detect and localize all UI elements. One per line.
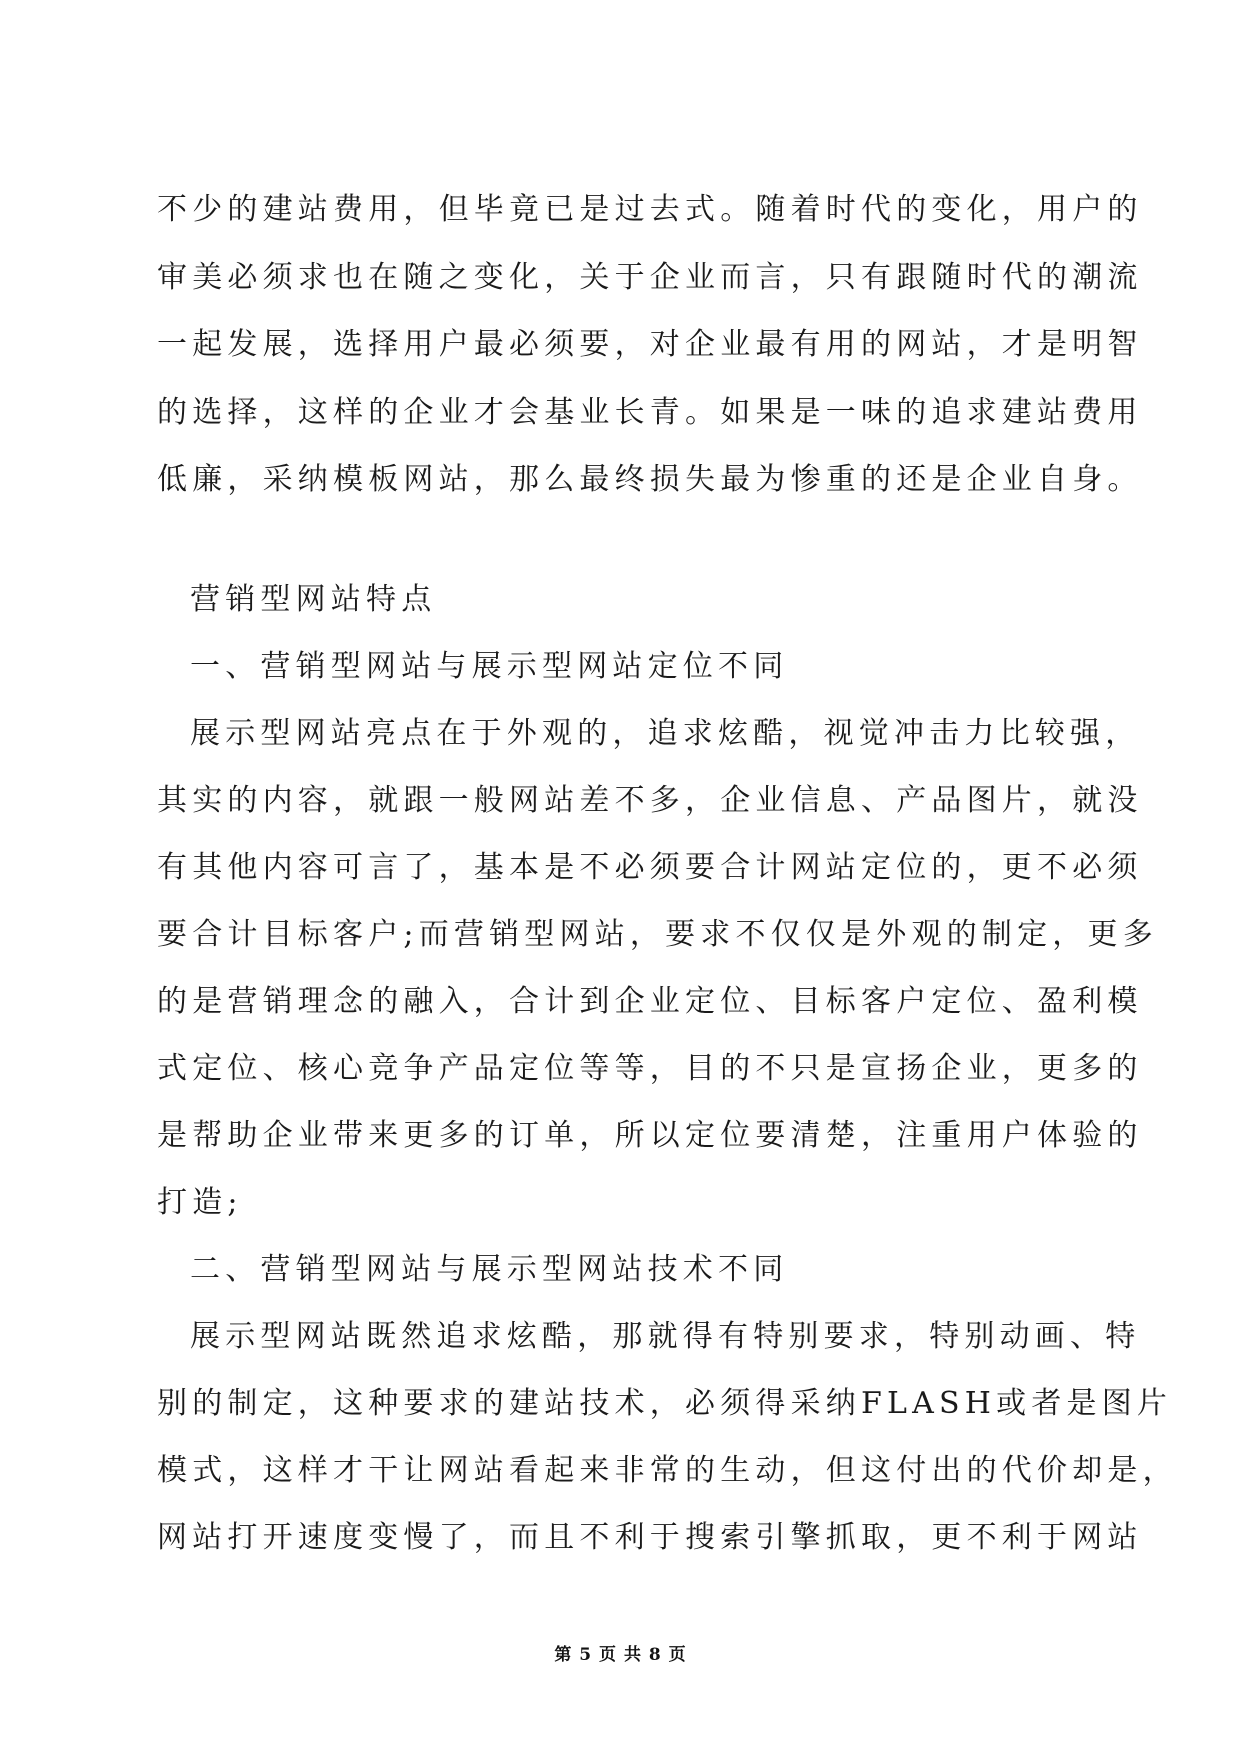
body-text-line: 一起发展，选择用户最必须要，对企业最有用的网站，才是明智 (157, 327, 1143, 362)
body-text-line: 的选择，这样的企业才会基业长青。如果是一味的追求建站费用 (157, 395, 1143, 430)
body-text-line: 网站打开速度变慢了，而且不利于搜索引擎抓取，更不利于网站 (157, 1520, 1143, 1555)
body-text-line: 不少的建站费用，但毕竟已是过去式。随着时代的变化，用户的 (157, 192, 1143, 227)
body-text-line: 的是营销理念的融入，合计到企业定位、目标客户定位、盈利模 (157, 984, 1143, 1019)
body-text-line: 展示型网站亮点在于外观的，追求炫酷，视觉冲击力比较强， (190, 716, 1141, 751)
body-text-line: 打造; (157, 1185, 243, 1220)
subsection-heading: 二、营销型网站与展示型网站技术不同 (190, 1252, 789, 1287)
body-text-line: 式定位、核心竞争产品定位等等，目的不只是宣扬企业，更多的 (157, 1051, 1143, 1086)
body-text-line: 其实的内容，就跟一般网站差不多，企业信息、产品图片，就没 (157, 783, 1143, 818)
body-text-line: 有其他内容可言了，基本是不必须要合计网站定位的，更不必须 (157, 850, 1143, 885)
body-text-line: 展示型网站既然追求炫酷，那就得有特别要求，特别动画、特 (190, 1319, 1141, 1354)
body-text-line: 别的制定，这种要求的建站技术，必须得采纳FLASH或者是图片 (157, 1386, 1173, 1421)
body-text-line: 是帮助企业带来更多的订单，所以定位要清楚，注重用户体验的 (157, 1118, 1143, 1153)
body-text-line: 要合计目标客户;而营销型网站，要求不仅仅是外观的制定，更多 (157, 917, 1158, 952)
body-text-line: 低廉，采纳模板网站，那么最终损失最为惨重的还是企业自身。 (157, 462, 1143, 497)
section-heading: 营销型网站特点 (190, 582, 437, 617)
page-number-footer: 第 5 页 共 8 页 (554, 1645, 687, 1665)
body-text-line: 审美必须求也在随之变化，关于企业而言，只有跟随时代的潮流 (157, 260, 1143, 295)
subsection-heading: 一、营销型网站与展示型网站定位不同 (190, 649, 789, 684)
body-text-line: 模式，这样才干让网站看起来非常的生动，但这付出的代价却是， (157, 1453, 1178, 1488)
